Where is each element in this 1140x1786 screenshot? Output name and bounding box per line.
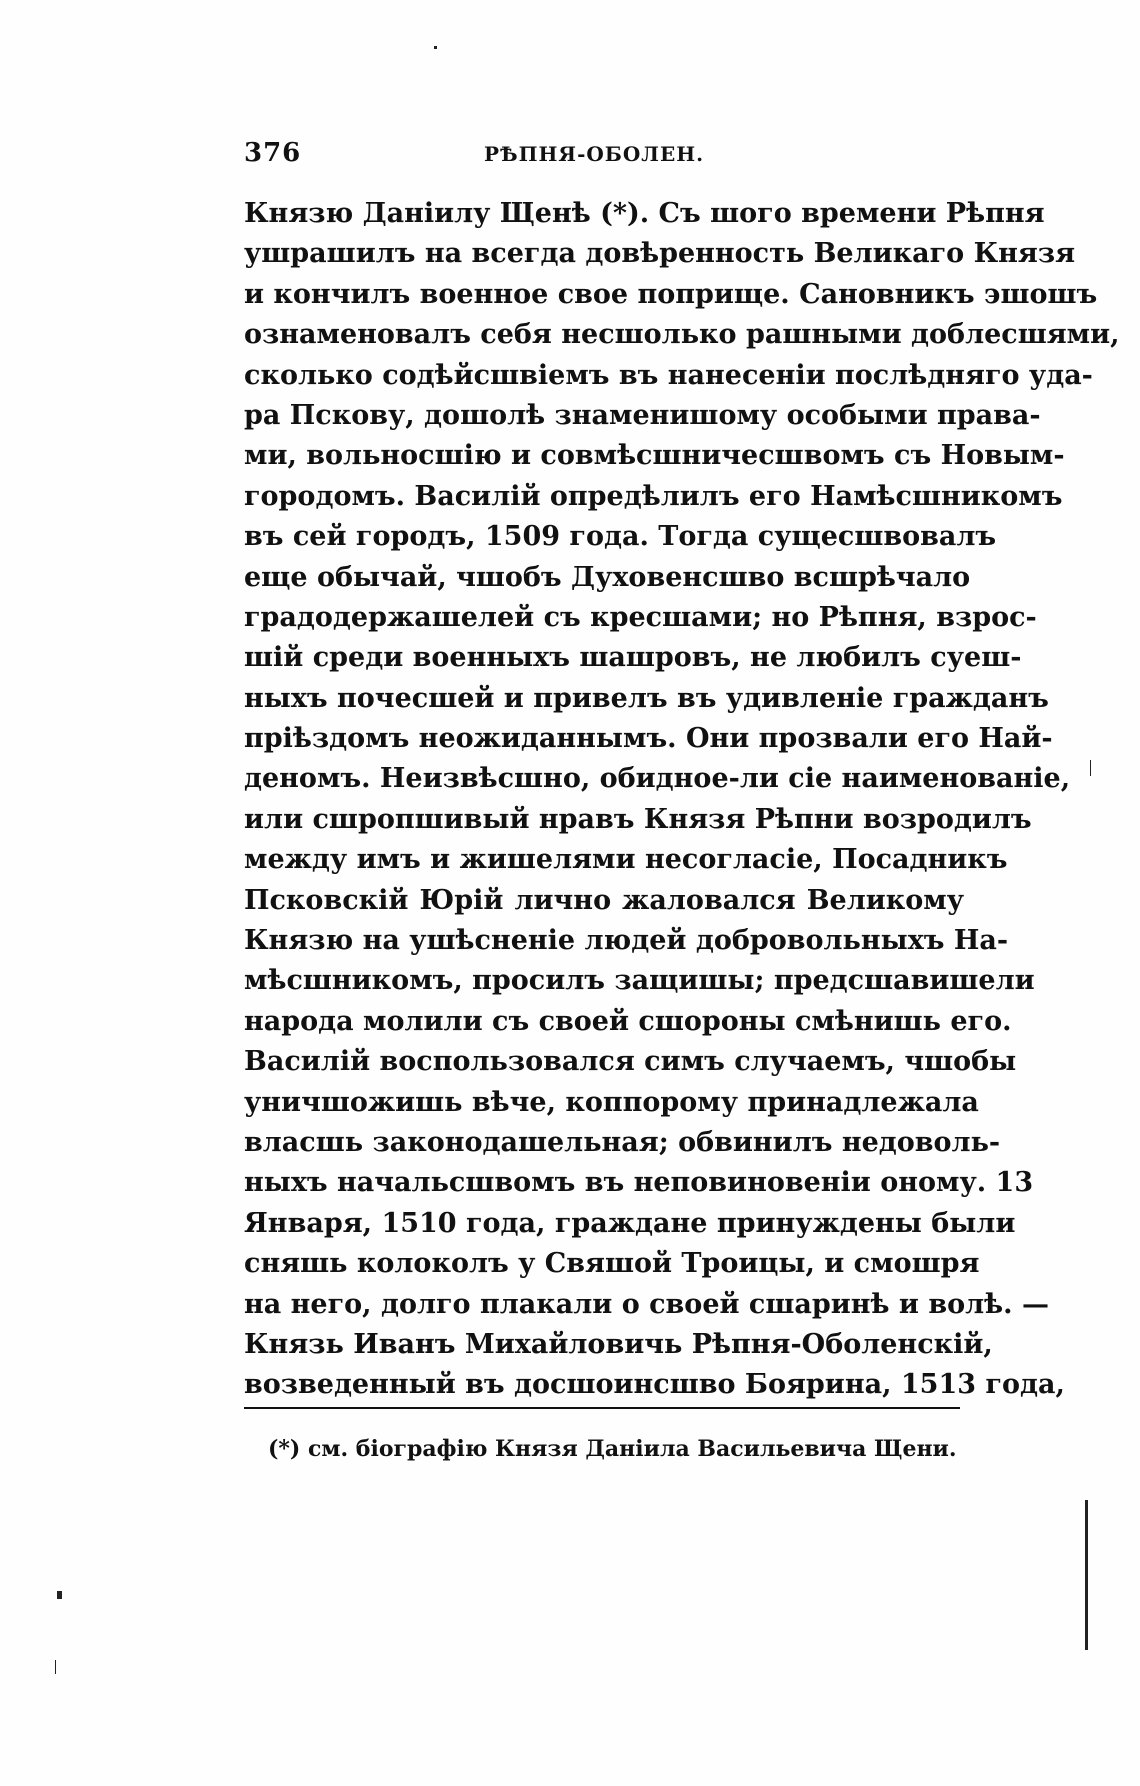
text-line: сняшь колоколъ у Свяшой Троицы, и смошря	[244, 1248, 980, 1280]
text-line: ушрашилъ на всегда довѣренность Великаго Князя	[244, 238, 1076, 270]
text-line: Января, 1510 года, граждане принуждены были	[244, 1207, 1016, 1239]
scan-speck	[1090, 760, 1091, 776]
text-line: ныхъ начальсшвомъ въ неповиновеніи оному. 13	[244, 1167, 1034, 1199]
text-line: Князю на ушѣсненіе людей добровольныхъ На-	[244, 925, 1009, 957]
text-line: ознаменовалъ себя несшолько рашными доблесшями,	[244, 319, 1120, 351]
text-line: пріѣздомъ неожиданнымъ. Они прозвали его Най-	[244, 723, 1053, 755]
text-line: шій среди военныхъ шашровъ, не любилъ суеш-	[244, 642, 1022, 674]
text-line: еще обычай, чшобъ Духовенсшво всшрѣчало	[244, 561, 971, 593]
footnote: (*) см. біографію Князя Даніила Васильевича Щени.	[268, 1436, 957, 1462]
footnote-rule	[244, 1407, 960, 1409]
text-line: Князь Иванъ Михайловичь Рѣпня-Оболенскій,	[244, 1328, 993, 1360]
text-line: деномъ. Неизвѣсшно, обидное-ли сіе наименованіе,	[244, 763, 1071, 795]
text-line: власшь законодашельная; обвинилъ недоволь-	[244, 1126, 1001, 1158]
scan-speck	[434, 46, 437, 49]
text-line: сколько содѣйсшвіемъ въ нанесеніи послѣдняго уда-	[244, 359, 1093, 391]
text-line: и кончилъ военное свое поприще. Сановникъ эшошъ	[244, 278, 1098, 310]
text-line: или сшропшивый нравъ Князя Рѣпни возродилъ	[244, 803, 1032, 835]
text-line: ми, вольносшію и совмѣсшничесшвомъ съ Новым-	[244, 440, 1065, 472]
text-line: въ сей городъ, 1509 года. Тогда сущесшвовалъ	[244, 521, 997, 553]
text-line: ра Пскову, дошолѣ знаменишому особыми права-	[244, 399, 1041, 431]
text-line: мѣсшникомъ, просилъ защишы; предсшавишели	[244, 965, 1035, 997]
text-line: градодержашелей съ кресшами; но Рѣпня, взрос-	[244, 601, 1037, 633]
body-text	[244, 194, 1120, 1406]
text-line: Василій воспользовался симъ случаемъ, чшобы	[244, 1046, 1017, 1078]
page-header	[244, 138, 964, 178]
text-line: городомъ. Василій опредѣлилъ его Намѣсшникомъ	[244, 480, 1063, 512]
scan-speck	[1085, 1500, 1088, 1650]
text-line: Псковскій Юрій лично жаловался Великому	[244, 884, 964, 916]
scan-speck	[57, 1591, 62, 1599]
text-line: на него, долго плакали о своей сшаринѣ и волѣ. —	[244, 1288, 1049, 1320]
scan-speck	[55, 1660, 56, 1674]
page-number: 376	[244, 138, 302, 168]
running-head: РѢПНЯ-ОБОЛЕН.	[484, 142, 705, 166]
text-line: между имъ и жишелями несогласіе, Посадникъ	[244, 844, 1008, 876]
text-line: уничшожишь вѣче, коппорому принадлежала	[244, 1086, 979, 1118]
text-line: ныхъ почесшей и привелъ въ удивленіе гражданъ	[244, 682, 1049, 714]
text-line: Князю Даніилу Щенѣ (*). Съ шого времени Рѣпня	[244, 198, 1045, 229]
text-line: возведенный въ досшоинсшво Боярина, 1513 года,	[244, 1369, 1065, 1401]
text-line: народа молили съ своей сшороны смѣнишь его.	[244, 1005, 1012, 1037]
